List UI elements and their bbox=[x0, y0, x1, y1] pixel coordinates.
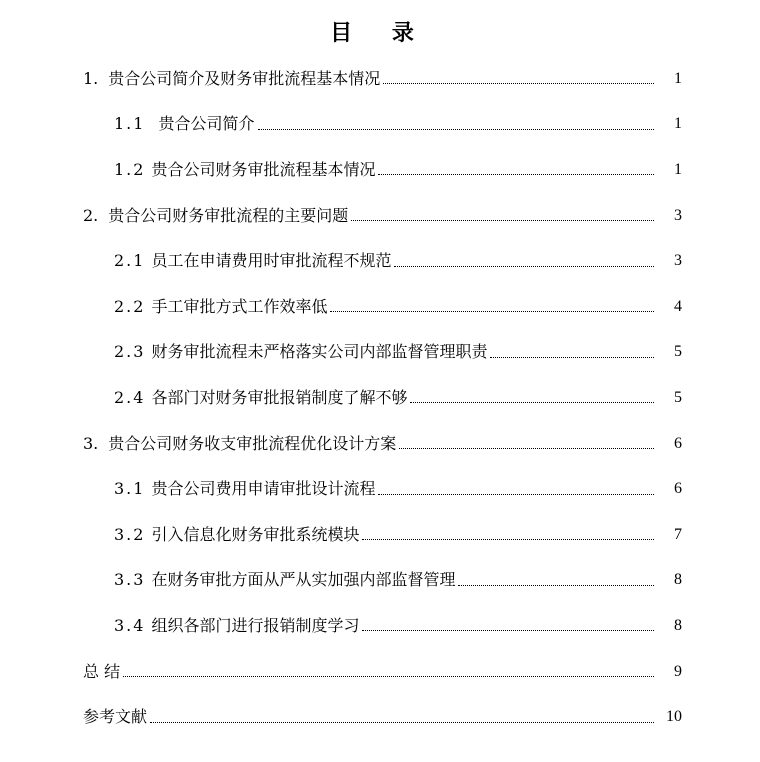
page-title: 目 录 bbox=[330, 21, 430, 46]
toc-entry[interactable] bbox=[0, 512, 760, 558]
dot-leader bbox=[458, 584, 654, 586]
toc-entry-page-number: 1 bbox=[674, 160, 682, 178]
dot-leader bbox=[378, 493, 654, 495]
dot-leader bbox=[394, 265, 654, 267]
toc-entry-page-number: 4 bbox=[674, 297, 682, 315]
toc-entry-page-number: 6 bbox=[674, 480, 682, 498]
toc-entry[interactable] bbox=[0, 238, 760, 284]
table-of-contents bbox=[0, 56, 760, 740]
dot-leader bbox=[362, 538, 654, 540]
toc-entry[interactable] bbox=[0, 649, 760, 695]
toc-entry-number: 2.1 bbox=[114, 251, 146, 271]
toc-entry-number: 2.3 bbox=[114, 342, 146, 362]
toc-entry-number: 1.2 bbox=[114, 159, 146, 179]
dot-leader bbox=[362, 629, 654, 631]
toc-entry[interactable] bbox=[0, 603, 760, 649]
toc-entry-page-number: 5 bbox=[674, 388, 682, 406]
toc-entry-label: 引入信息化财务审批系统模块 bbox=[151, 524, 360, 544]
toc-entry-page-number: 8 bbox=[674, 616, 682, 634]
toc-entry-label: 在财务审批方面从严从实加强内部监督管理 bbox=[151, 570, 456, 590]
toc-entry-number: 3.2 bbox=[114, 524, 146, 544]
toc-entry[interactable] bbox=[0, 284, 760, 330]
toc-entry[interactable] bbox=[0, 466, 760, 512]
toc-entry-number: 3. bbox=[83, 433, 99, 453]
toc-entry-number: 1.1 bbox=[114, 114, 153, 134]
toc-entry-number: 2.4 bbox=[114, 387, 146, 407]
toc-entry-label: 贵合公司财务审批流程的主要问题 bbox=[108, 205, 349, 225]
toc-entry[interactable] bbox=[0, 193, 760, 239]
toc-entry-page-number: 5 bbox=[674, 343, 682, 361]
toc-entry[interactable] bbox=[0, 102, 760, 148]
toc-entry-label: 贵合公司简介 bbox=[158, 114, 255, 134]
toc-entry-page-number: 7 bbox=[674, 525, 682, 543]
toc-entry-label: 手工审批方式工作效率低 bbox=[151, 296, 328, 316]
dot-leader bbox=[258, 128, 654, 130]
toc-entry-label: 贵合公司财务收支审批流程优化设计方案 bbox=[108, 433, 397, 453]
toc-entry-page-number: 1 bbox=[674, 115, 682, 133]
toc-entry[interactable] bbox=[0, 558, 760, 604]
toc-entry-page-number: 8 bbox=[674, 571, 682, 589]
toc-entry[interactable] bbox=[0, 330, 760, 376]
dot-leader bbox=[351, 219, 654, 221]
toc-entry[interactable] bbox=[0, 147, 760, 193]
toc-entry-label: 员工在申请费用时审批流程不规范 bbox=[151, 251, 392, 271]
toc-entry-label: 参考文献 bbox=[83, 707, 148, 727]
toc-entry-label: 贵合公司简介及财务审批流程基本情况 bbox=[108, 68, 381, 88]
dot-leader bbox=[490, 356, 654, 358]
toc-entry-number: 3.3 bbox=[114, 570, 146, 590]
toc-entry[interactable] bbox=[0, 375, 760, 421]
toc-entry-number: 2.2 bbox=[114, 296, 146, 316]
toc-entry-number: 1. bbox=[83, 68, 99, 88]
toc-entry-label: 贵合公司费用申请审批设计流程 bbox=[151, 479, 376, 499]
toc-entry[interactable] bbox=[0, 694, 760, 740]
toc-entry-page-number: 1 bbox=[674, 69, 682, 87]
dot-leader bbox=[399, 447, 654, 449]
dot-leader bbox=[123, 675, 654, 677]
toc-entry-page-number: 3 bbox=[674, 252, 682, 270]
toc-entry-number: 2. bbox=[83, 205, 99, 225]
toc-entry-page-number: 9 bbox=[674, 662, 682, 680]
toc-entry-number: 3.4 bbox=[114, 615, 146, 635]
toc-entry[interactable] bbox=[0, 421, 760, 467]
dot-leader bbox=[410, 401, 654, 403]
toc-entry-page-number: 3 bbox=[674, 206, 682, 224]
toc-entry-number: 3.1 bbox=[114, 479, 146, 499]
toc-entry-page-number: 10 bbox=[666, 708, 682, 726]
dot-leader bbox=[378, 173, 654, 175]
toc-entry-label: 总 结 bbox=[83, 661, 121, 681]
toc-entry-label: 各部门对财务审批报销制度了解不够 bbox=[151, 387, 408, 407]
toc-entry-page-number: 6 bbox=[674, 434, 682, 452]
toc-entry-label: 组织各部门进行报销制度学习 bbox=[151, 615, 360, 635]
dot-leader bbox=[383, 82, 654, 84]
toc-entry[interactable] bbox=[0, 56, 760, 102]
toc-entry-label: 贵合公司财务审批流程基本情况 bbox=[151, 159, 376, 179]
dot-leader bbox=[150, 721, 654, 723]
dot-leader bbox=[330, 310, 654, 312]
toc-entry-label: 财务审批流程未严格落实公司内部监督管理职责 bbox=[151, 342, 488, 362]
